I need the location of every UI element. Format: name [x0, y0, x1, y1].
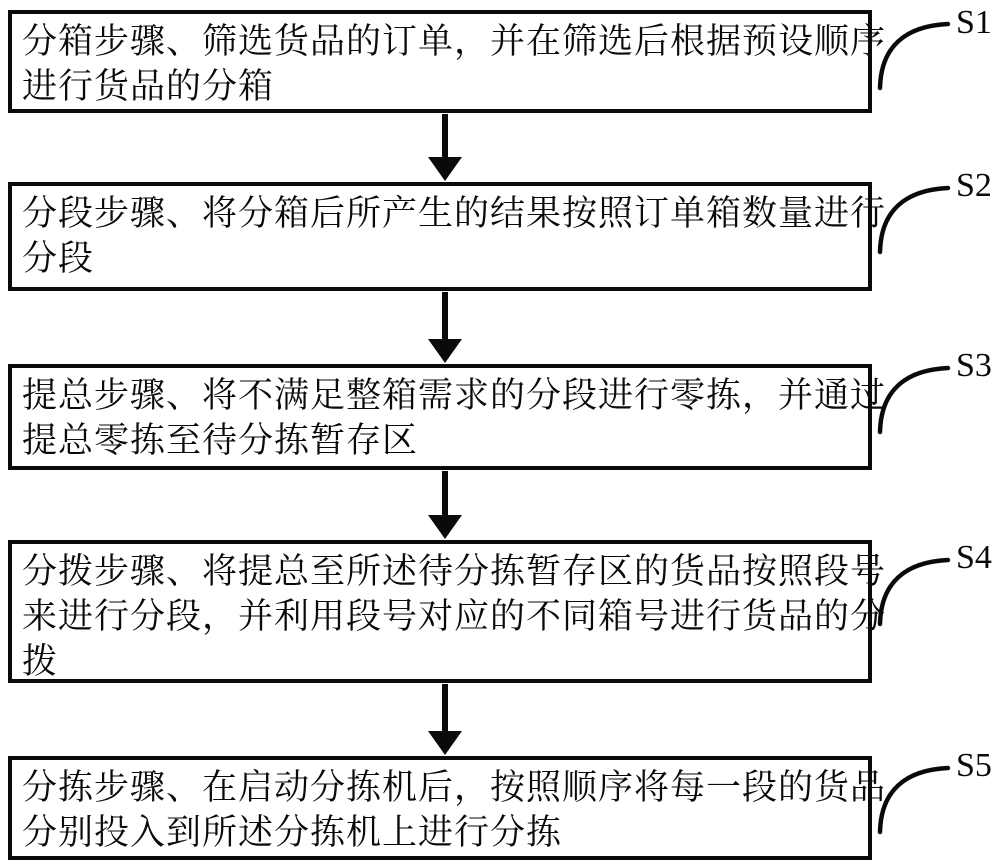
label-connector-curve-s4 [880, 560, 948, 624]
step-text-line: 分箱步骤、筛选货品的订单，并在筛选后根据预设顺序 [22, 22, 887, 61]
flow-step-box-s4 [8, 540, 887, 683]
step-text-line: 提总步骤、将不满足整箱需求的分段进行零拣，并通过 [22, 376, 887, 415]
step-text-line: 分拣步骤、在启动分拣机后，按照顺序将每一段的货品 [22, 768, 887, 807]
label-connector-curve-s3 [880, 368, 948, 432]
step-text-line: 分段步骤、将分箱后所产生的结果按照订单箱数量进行 [22, 194, 887, 233]
flow-step-box-s1 [8, 10, 887, 113]
flow-step-box-s5 [8, 756, 887, 860]
step-text-line: 分别投入到所述分拣机上进行分拣 [22, 813, 563, 852]
label-connector-curve-s1 [880, 24, 948, 88]
label-connector-curve-s5 [880, 768, 948, 832]
step-text-line: 进行货品的分箱 [22, 67, 275, 106]
step-label-s2: S2 [956, 167, 992, 204]
step-text-line: 分拨步骤、将提总至所述待分拣暂存区的货品按照段号 [22, 552, 887, 591]
step-text-line: 分段 [22, 239, 95, 278]
arrow-down-icon [428, 471, 462, 539]
step-label-s4: S4 [956, 539, 992, 576]
arrow-down-icon [428, 114, 462, 181]
flow-step-box-s3 [8, 364, 887, 470]
arrow-down-icon [428, 292, 462, 363]
step-label-s1: S1 [956, 4, 992, 41]
step-label-s3: S3 [956, 347, 992, 384]
step-text-line: 提总零拣至待分拣暂存区 [22, 421, 419, 460]
step-text-line: 拨 [22, 642, 59, 681]
label-connector-curve-s2 [880, 188, 948, 252]
arrow-down-icon [428, 684, 462, 755]
step-text-line: 来进行分段，并利用段号对应的不同箱号进行货品的分 [22, 597, 887, 636]
flow-step-box-s2 [8, 182, 887, 291]
step-label-s5: S5 [956, 747, 992, 784]
